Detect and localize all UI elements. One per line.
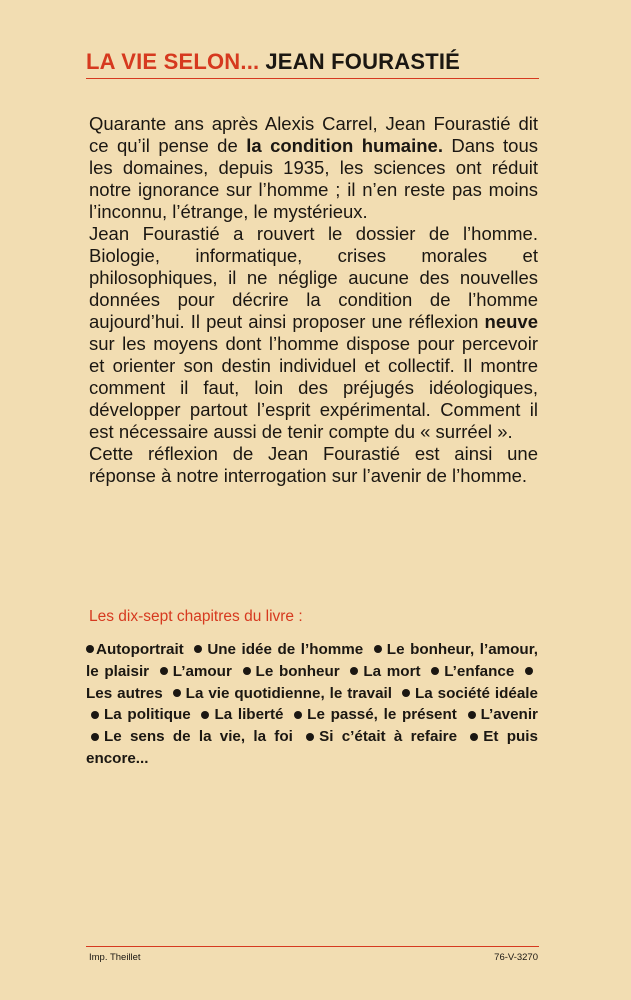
blurb-text: Dans tous les domaines, depuis 1935, les sciences ont réduit notre ignorance sur l’homme ; il n’en reste pas moins l’inconnu, l’étrange, le mystérieux.: [89, 135, 539, 222]
bullet-icon: [525, 667, 533, 675]
chapter-item: L’amour: [172, 662, 232, 680]
blurb-text: Jean Fourastié a rouvert le dossier de l’homme. Biologie, informatique, crises morales et philosophiques, il ne néglige aucune des nouvelles données pour décrire la condition de l’homme aujourd’hui. Il peut ainsi proposer une réflexion: [89, 223, 538, 332]
blurb-paragraph-2: [89, 223, 538, 443]
bullet-icon: [243, 667, 251, 675]
chapter-item: Le bonheur: [255, 662, 340, 680]
bullet-icon: [306, 733, 314, 741]
bullet-icon: [470, 733, 478, 741]
bullet-icon: [350, 667, 358, 675]
bullet-icon: [194, 645, 202, 653]
bullet-icon: [468, 711, 476, 719]
chapter-item: La société idéale: [414, 684, 538, 702]
bullet-icon: [86, 645, 94, 653]
chapter-item: Le sens de la vie, la foi: [104, 728, 293, 746]
bullet-icon: [160, 667, 168, 675]
chapter-item: Le passé, le présent: [307, 706, 457, 724]
bullet-icon: [402, 689, 410, 697]
chapter-item: La liberté: [214, 706, 284, 724]
chapter-item: La vie quotidienne, le travail: [185, 684, 392, 702]
footer-rule: [86, 946, 539, 947]
bullet-icon: [374, 645, 382, 653]
blurb: [89, 113, 538, 487]
bullet-icon: [91, 711, 99, 719]
cover-header: [86, 48, 541, 76]
series-title: LA VIE SELON...: [86, 49, 260, 74]
blurb-emphasis: neuve: [484, 311, 538, 332]
chapter-item: Et puis encore...: [86, 728, 538, 767]
bullet-icon: [201, 711, 209, 719]
header-rule: [86, 78, 539, 79]
chapter-list: [86, 639, 538, 770]
chapter-item: L’enfance: [444, 662, 515, 680]
bullet-icon: [173, 689, 181, 697]
bullet-icon: [431, 667, 439, 675]
chapters-heading: Les dix-sept chapitres du livre :: [89, 608, 303, 625]
chapter-item: La mort: [363, 662, 421, 680]
blurb-paragraph-3: Cette réflexion de Jean Fourastié est ainsi une réponse à notre interrogation sur l’avenir de l’homme.: [89, 443, 538, 486]
blurb-emphasis: la condition humaine.: [246, 135, 443, 156]
blurb-text: Quarante ans après Alexis Carrel, Jean Fourastié dit ce qu’il pense de: [89, 113, 538, 156]
chapter-item: Une idée de l’homme: [207, 641, 364, 658]
chapter-item: Autoportrait: [96, 641, 184, 658]
catalog-code: 76-V-3270: [494, 952, 538, 963]
bullet-icon: [294, 711, 302, 719]
chapter-item: Le bonheur, l’amour, le plaisir: [86, 641, 538, 680]
chapter-item: Les autres: [86, 684, 163, 702]
blurb-text: sur les moyens dont l’homme dispose pour percevoir et orienter son destin individuel et collectif. Il montre comment il faut, loin des préjugés idéologiques, développer partout l’esprit expérimental. Comment il est nécessaire aussi de tenir compte du « surréel ».: [89, 333, 538, 442]
chapter-item: Si c’était à refaire: [319, 728, 458, 746]
chapter-item: La politique: [104, 706, 191, 724]
bullet-icon: [91, 733, 99, 741]
printer-credit: Imp. Theillet: [89, 952, 141, 963]
chapter-item: L’avenir: [480, 706, 538, 724]
author-name: JEAN FOURASTIÉ: [265, 49, 461, 74]
blurb-paragraph-1: [89, 113, 538, 223]
